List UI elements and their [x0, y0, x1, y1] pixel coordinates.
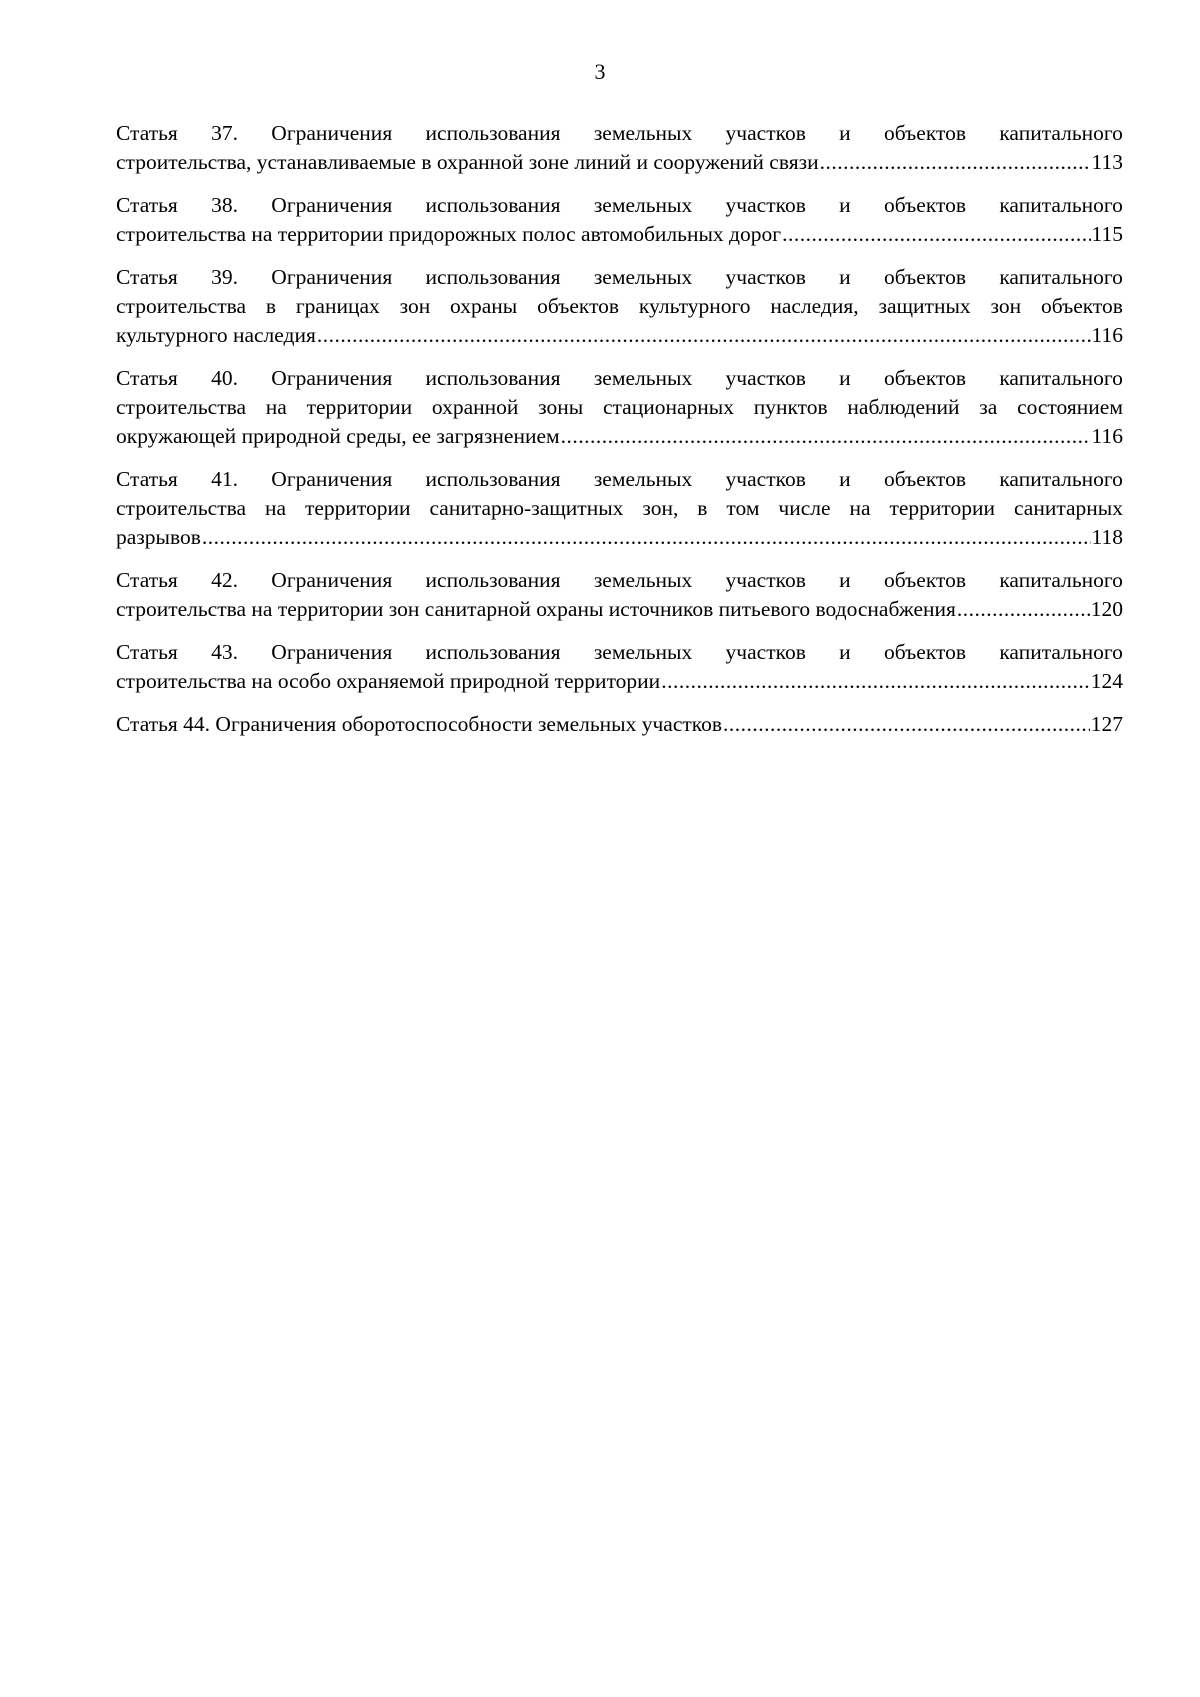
toc-word: числе — [778, 496, 831, 520]
toc-word: участков — [725, 467, 806, 491]
toc-word: земельных — [593, 568, 693, 592]
toc-page-number: 113 — [1091, 150, 1123, 174]
toc-word: территории — [306, 395, 413, 419]
toc-page-number: 116 — [1091, 323, 1123, 347]
toc-word: защитных — [878, 294, 971, 318]
toc-word: Статья — [116, 366, 178, 390]
toc-entry[interactable] — [116, 364, 1123, 451]
toc-word: капитального — [999, 265, 1123, 289]
toc-entry-title: строительства на территории придорожных полос автомобильных дорог — [116, 222, 782, 246]
toc-word: пунктов — [753, 395, 828, 419]
toc-word: Ограничения — [271, 265, 393, 289]
toc-word: капитального — [999, 568, 1123, 592]
toc-entry-title: культурного наследия — [116, 323, 316, 347]
toc-word: объектов — [1040, 294, 1123, 318]
toc-word: 39. — [211, 265, 238, 289]
toc-word: капитального — [999, 467, 1123, 491]
toc-word: территории — [304, 496, 411, 520]
dot-leader — [202, 523, 1091, 552]
toc-word: и — [839, 467, 851, 491]
toc-word: использования — [425, 467, 561, 491]
toc-word: Статья — [116, 568, 178, 592]
toc-word: 37. — [211, 121, 238, 145]
toc-word: капитального — [999, 121, 1123, 145]
toc-word: использования — [425, 366, 561, 390]
toc-word: объектов — [884, 265, 966, 289]
toc-word: 43. — [211, 640, 238, 664]
toc-word: объектов — [884, 193, 966, 217]
toc-word: том — [726, 496, 760, 520]
toc-entry-line — [116, 566, 1123, 595]
toc-word: Статья — [116, 265, 178, 289]
toc-word: участков — [725, 640, 806, 664]
toc-word: Ограничения — [271, 193, 393, 217]
toc-word: территории — [889, 496, 996, 520]
toc-word: участков — [725, 568, 806, 592]
toc-page-number: 120 — [1090, 597, 1123, 621]
toc-entry-title: строительства на территории зон санитарной охраны источников питьевого водоснабжения — [116, 597, 956, 621]
toc-page-number: 115 — [1091, 222, 1123, 246]
toc-word: объектов — [884, 467, 966, 491]
toc-word: стационарных — [602, 395, 734, 419]
toc-word: земельных — [593, 265, 693, 289]
toc-word: зон — [990, 294, 1022, 318]
toc-word: использования — [425, 265, 561, 289]
toc-word: зоны — [538, 395, 584, 419]
toc-entry-line — [116, 119, 1123, 148]
toc-word: за — [979, 395, 998, 419]
dot-leader — [820, 148, 1091, 177]
toc-word: использования — [425, 121, 561, 145]
toc-word: на — [265, 395, 287, 419]
toc-entry-title: строительства, устанавливаемые в охранной зоне линий и сооружений связи — [116, 150, 819, 174]
toc-word: в — [697, 496, 708, 520]
toc-entry-line — [116, 191, 1123, 220]
toc-word: состоянием — [1017, 395, 1123, 419]
toc-word: Ограничения — [271, 121, 393, 145]
toc-entry-last-line — [116, 220, 1123, 249]
toc-word: 38. — [211, 193, 238, 217]
toc-entry-line — [116, 393, 1123, 422]
toc-word: Ограничения — [271, 467, 393, 491]
dot-leader — [957, 595, 1090, 624]
toc-entry-line — [116, 638, 1123, 667]
toc-entry-last-line — [116, 595, 1123, 624]
toc-word: капитального — [999, 366, 1123, 390]
toc-entry-title: строительства на особо охраняемой природной территории — [116, 669, 661, 693]
toc-page-number: 116 — [1091, 424, 1123, 448]
toc-word: участков — [725, 193, 806, 217]
toc-word: участков — [725, 265, 806, 289]
toc-word: и — [839, 265, 851, 289]
toc-word: объектов — [884, 366, 966, 390]
dot-leader — [723, 710, 1090, 739]
toc-word: Ограничения — [271, 640, 393, 664]
toc-entry-title: Статья 44. Ограничения оборотоспособности земельных участков — [116, 712, 723, 736]
toc-entry[interactable] — [116, 710, 1123, 739]
page-number: 3 — [594, 59, 606, 84]
toc-page-number: 124 — [1090, 669, 1123, 693]
toc-entry-last-line — [116, 710, 1123, 739]
toc-word: использования — [425, 640, 561, 664]
toc-entry-last-line — [116, 422, 1123, 451]
toc-word: земельных — [593, 640, 693, 664]
toc-word: наследия, — [770, 294, 859, 318]
table-of-contents — [116, 119, 1123, 753]
dot-leader — [561, 422, 1091, 451]
toc-word: и — [839, 568, 851, 592]
toc-entry-last-line — [116, 321, 1123, 350]
toc-entry[interactable] — [116, 465, 1123, 552]
toc-word: земельных — [593, 366, 693, 390]
toc-word: объектов — [884, 568, 966, 592]
toc-entry-line — [116, 494, 1123, 523]
toc-entry[interactable] — [116, 119, 1123, 177]
toc-word: объектов — [884, 121, 966, 145]
toc-word: санитарно-защитных — [429, 496, 624, 520]
toc-page-number: 127 — [1090, 712, 1123, 736]
toc-word: 41. — [211, 467, 238, 491]
toc-word: строительства — [116, 496, 247, 520]
toc-word: зон, — [642, 496, 679, 520]
toc-word: 40. — [211, 366, 238, 390]
dot-leader — [317, 321, 1091, 350]
toc-entry-line — [116, 292, 1123, 321]
toc-entry-last-line — [116, 667, 1123, 696]
toc-word: и — [839, 121, 851, 145]
toc-word: Ограничения — [271, 366, 393, 390]
toc-word: земельных — [593, 193, 693, 217]
dot-leader — [661, 667, 1090, 696]
toc-word: и — [839, 640, 851, 664]
toc-entry-last-line — [116, 148, 1123, 177]
toc-word: культурного — [638, 294, 751, 318]
toc-word: строительства — [116, 294, 247, 318]
toc-entry-title: разрывов — [116, 525, 201, 549]
toc-word: Статья — [116, 193, 178, 217]
toc-word: использования — [425, 568, 561, 592]
toc-word: и — [839, 193, 851, 217]
toc-entry[interactable] — [116, 191, 1123, 249]
toc-word: охранной — [431, 395, 519, 419]
toc-word: границах — [295, 294, 380, 318]
toc-word: Ограничения — [271, 568, 393, 592]
toc-entry[interactable] — [116, 566, 1123, 624]
toc-word: земельных — [593, 121, 693, 145]
toc-word: на — [264, 496, 287, 520]
toc-word: и — [839, 366, 851, 390]
toc-entry-title: окружающей природной среды, ее загрязнением — [116, 424, 560, 448]
toc-word: капитального — [999, 640, 1123, 664]
toc-word: санитарных — [1013, 496, 1123, 520]
toc-word: объектов — [537, 294, 620, 318]
toc-word: зон — [399, 294, 431, 318]
toc-entry[interactable] — [116, 263, 1123, 350]
toc-entry-line — [116, 263, 1123, 292]
toc-entry-line — [116, 465, 1123, 494]
toc-word: Статья — [116, 640, 178, 664]
toc-word: охраны — [450, 294, 518, 318]
toc-page-number: 118 — [1091, 525, 1123, 549]
toc-word: наблюдений — [847, 395, 960, 419]
toc-word: участков — [725, 121, 806, 145]
toc-word: Статья — [116, 467, 178, 491]
toc-word: на — [849, 496, 871, 520]
toc-entry-last-line — [116, 523, 1123, 552]
toc-word: строительства — [116, 395, 247, 419]
toc-word: Статья — [116, 121, 178, 145]
toc-word: объектов — [884, 640, 966, 664]
toc-entry[interactable] — [116, 638, 1123, 696]
toc-word: использования — [425, 193, 561, 217]
dot-leader — [782, 220, 1090, 249]
toc-word: участков — [725, 366, 806, 390]
toc-word: капитального — [999, 193, 1123, 217]
toc-word: 42. — [211, 568, 238, 592]
toc-word: в — [265, 294, 277, 318]
toc-word: земельных — [593, 467, 693, 491]
toc-entry-line — [116, 364, 1123, 393]
